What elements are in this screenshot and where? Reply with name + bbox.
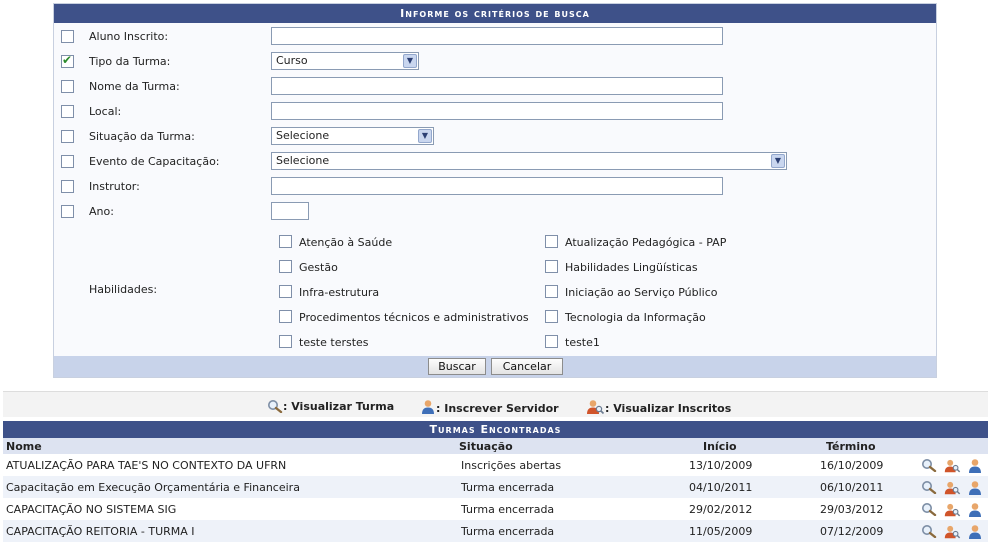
magnifier-icon[interactable]	[921, 480, 937, 494]
habilidade-label: Procedimentos técnicos e administrativos	[299, 311, 529, 324]
turma-inicio: 13/10/2009	[689, 459, 753, 472]
row-ano	[54, 201, 936, 223]
habilidade-checkbox[interactable]	[545, 285, 558, 298]
habilidade-label: Iniciação ao Serviço Público	[565, 286, 718, 299]
row-local	[54, 101, 936, 123]
person-view-icon[interactable]	[943, 524, 961, 540]
icon-legend	[3, 391, 988, 417]
evento-capacitacao-selected: Selecione	[276, 154, 330, 167]
column-header-nome: Nome	[6, 440, 42, 453]
chevron-down-icon: ▼	[403, 54, 417, 68]
evento-capacitacao-checkbox[interactable]	[61, 155, 74, 168]
table-row	[3, 498, 988, 520]
ano-checkbox[interactable]	[61, 205, 74, 218]
habilidade-label: teste terstes	[299, 336, 369, 349]
ano-input[interactable]	[271, 202, 309, 220]
turma-situacao: Inscrições abertas	[461, 459, 562, 472]
person-view-icon[interactable]	[943, 502, 961, 518]
row-nome-turma	[54, 76, 936, 98]
situacao-turma-label: Situação da Turma:	[89, 130, 195, 143]
turma-situacao: Turma encerrada	[461, 525, 555, 538]
turma-nome: Capacitação em Execução Orçamentária e Financeira	[6, 481, 300, 494]
column-header-situacao: Situação	[459, 440, 513, 453]
situacao-turma-select[interactable]	[271, 127, 434, 145]
habilidade-label: Gestão	[299, 261, 338, 274]
legend-inscrever-servidor	[420, 399, 559, 415]
search-panel-title: Informe os critérios de busca	[54, 4, 936, 23]
row-aluno-inscrito	[54, 26, 936, 48]
legend-visualizar-inscritos	[585, 399, 731, 415]
magnifier-icon[interactable]	[921, 502, 937, 516]
habilidade-checkbox[interactable]	[279, 260, 292, 273]
evento-capacitacao-label: Evento de Capacitação:	[89, 155, 220, 168]
cancelar-button[interactable]: Cancelar	[491, 358, 563, 375]
nome-turma-label: Nome da Turma:	[89, 80, 180, 93]
magnifier-icon	[267, 399, 283, 413]
turma-termino: 07/12/2009	[820, 525, 884, 538]
results-title: Turmas Encontradas	[3, 421, 988, 438]
instrutor-label: Instrutor:	[89, 180, 140, 193]
tipo-turma-checkbox[interactable]	[61, 55, 74, 68]
table-row	[3, 454, 988, 476]
results-table	[3, 421, 988, 542]
local-input[interactable]	[271, 102, 723, 120]
row-tipo-turma	[54, 51, 936, 73]
habilidade-checkbox[interactable]	[279, 285, 292, 298]
aluno-inscrito-checkbox[interactable]	[61, 30, 74, 43]
buscar-button[interactable]: Buscar	[428, 358, 486, 375]
instrutor-input[interactable]	[271, 177, 723, 195]
legend-visualizar-turma	[267, 399, 394, 413]
legend-visualizar-turma-text: : Visualizar Turma	[283, 400, 395, 413]
legend-inscrever-servidor-text: : Inscrever Servidor	[436, 402, 559, 415]
row-instrutor	[54, 176, 936, 198]
habilidade-checkbox[interactable]	[279, 335, 292, 348]
nome-turma-input[interactable]	[271, 77, 723, 95]
local-label: Local:	[89, 105, 122, 118]
situacao-turma-selected: Selecione	[276, 129, 330, 142]
tipo-turma-select[interactable]	[271, 52, 419, 70]
habilidade-checkbox[interactable]	[279, 310, 292, 323]
person-view-icon	[585, 399, 605, 415]
turma-termino: 16/10/2009	[820, 459, 884, 472]
ano-label: Ano:	[89, 205, 114, 218]
habilidade-label: Infra-estrutura	[299, 286, 380, 299]
turma-inicio: 29/02/2012	[689, 503, 753, 516]
table-row	[3, 520, 988, 542]
habilidade-checkbox[interactable]	[545, 335, 558, 348]
nome-turma-checkbox[interactable]	[61, 80, 74, 93]
habilidade-checkbox[interactable]	[545, 235, 558, 248]
tipo-turma-label: Tipo da Turma:	[89, 55, 171, 68]
person-enroll-icon[interactable]	[967, 480, 983, 496]
situacao-turma-checkbox[interactable]	[61, 130, 74, 143]
habilidade-label: teste1	[565, 336, 600, 349]
instrutor-checkbox[interactable]	[61, 180, 74, 193]
results-header-row	[3, 438, 988, 454]
table-row	[3, 476, 988, 498]
row-situacao-turma	[54, 126, 936, 148]
chevron-down-icon: ▼	[771, 154, 785, 168]
column-header-inicio: Início	[703, 440, 737, 453]
habilidade-checkbox[interactable]	[279, 235, 292, 248]
person-view-icon[interactable]	[943, 480, 961, 496]
column-header-termino: Término	[826, 440, 876, 453]
turma-nome: CAPACITAÇÃO REITORIA - TURMA I	[6, 525, 195, 538]
turma-situacao: Turma encerrada	[461, 503, 555, 516]
legend-visualizar-inscritos-text: : Visualizar Inscritos	[605, 402, 732, 415]
person-view-icon[interactable]	[943, 458, 961, 474]
row-evento-capacitacao	[54, 151, 936, 173]
turma-nome: ATUALIZAÇÃO PARA TAE'S NO CONTEXTO DA UFRN	[6, 459, 287, 472]
habilidade-checkbox[interactable]	[545, 260, 558, 273]
turma-nome: CAPACITAÇÃO NO SISTEMA SIG	[6, 503, 177, 516]
habilidade-label: Atenção à Saúde	[299, 236, 393, 249]
aluno-inscrito-label: Aluno Inscrito:	[89, 30, 169, 43]
turma-inicio: 11/05/2009	[689, 525, 753, 538]
person-enroll-icon	[420, 399, 436, 415]
evento-capacitacao-select[interactable]	[271, 152, 787, 170]
habilidade-label: Tecnologia da Informação	[565, 311, 706, 324]
habilidade-label: Atualização Pedagógica - PAP	[565, 236, 727, 249]
turma-termino: 06/10/2011	[820, 481, 884, 494]
habilidades-label: Habilidades:	[89, 283, 158, 296]
person-enroll-icon[interactable]	[967, 524, 983, 540]
local-checkbox[interactable]	[61, 105, 74, 118]
search-criteria-panel	[53, 3, 937, 378]
turma-situacao: Turma encerrada	[461, 481, 555, 494]
magnifier-icon[interactable]	[921, 458, 937, 472]
tipo-turma-selected: Curso	[276, 54, 308, 67]
person-enroll-icon[interactable]	[967, 458, 983, 474]
habilidade-checkbox[interactable]	[545, 310, 558, 323]
chevron-down-icon: ▼	[418, 129, 432, 143]
form-footer	[54, 356, 936, 377]
turma-termino: 29/03/2012	[820, 503, 884, 516]
habilidade-label: Habilidades Lingüísticas	[565, 261, 698, 274]
turma-inicio: 04/10/2011	[689, 481, 753, 494]
magnifier-icon[interactable]	[921, 524, 937, 538]
aluno-inscrito-input[interactable]	[271, 27, 723, 45]
person-enroll-icon[interactable]	[967, 502, 983, 518]
